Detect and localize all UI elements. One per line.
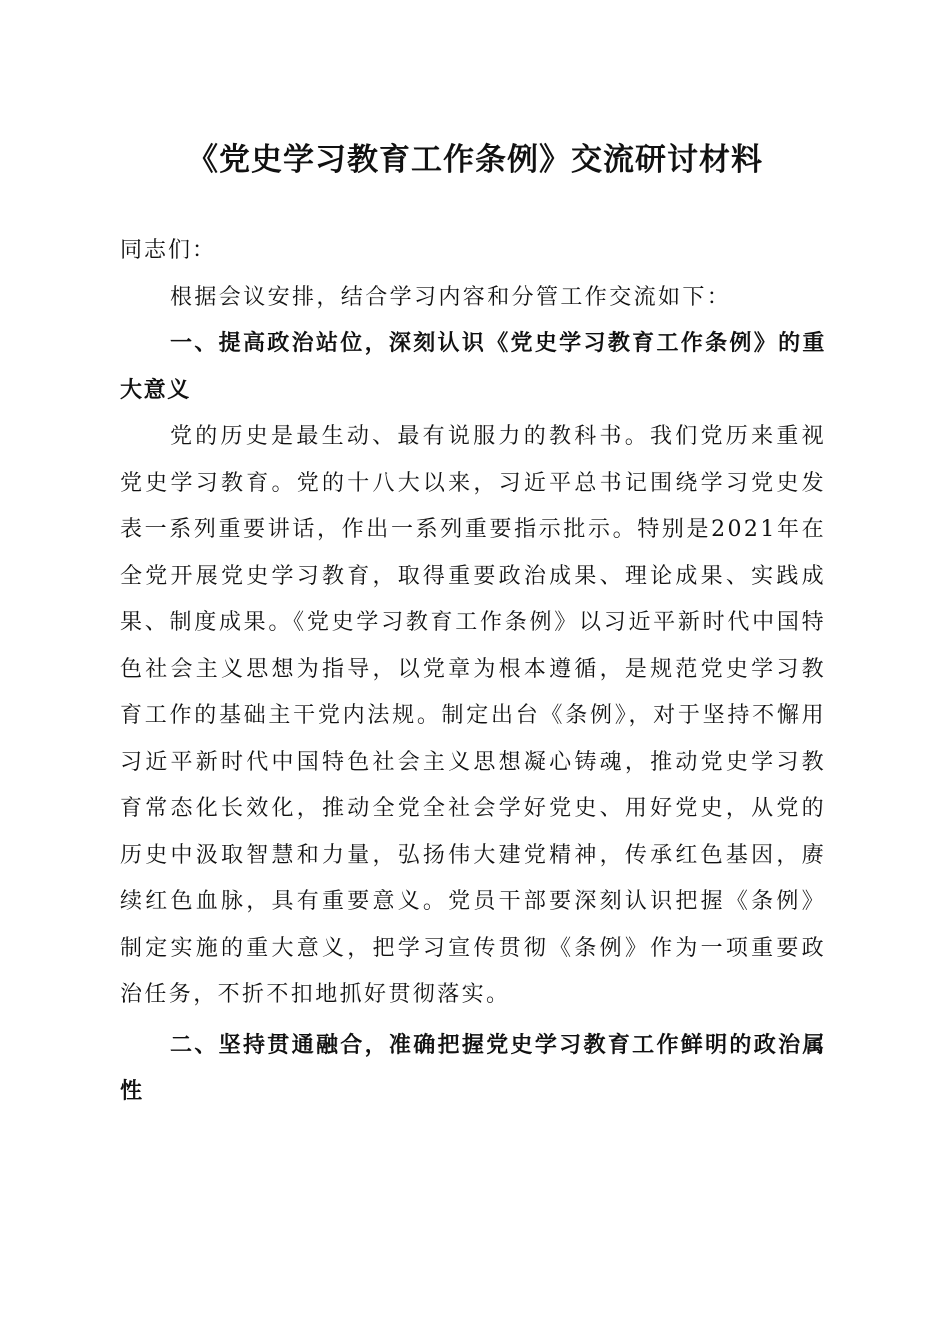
section-1-paragraph: 党的历史是最生动、最有说服力的教科书。我们党历来重视党史学习教育。党的十八大以来，习近平总书记围绕学习党史发表一系列重要讲话，作出一系列重要指示批示。特别是2021年在全党开展党史学习教育，取得重要政治成果、理论成果、实践成果、制度成果。《党史学习教育工作条例》以习近平新时代中国特色社会主义思想为指导，以党章为根本遵循，是规范党史学习教育工作的基础主干党内法规。制定出台《条例》，对于坚持不懈用习近平新时代中国特色社会主义思想凝心铸魂，推动党史学习教育常态化长效化，推动全党全社会学好党史、用好党史，从党的历史中汲取智慧和力量，弘扬伟大建党精神，传承红色基因，赓续红色血脉，具有重要意义。党员干部要深刻认识把握《条例》制定实施的重大意义，把学习宣传贯彻《条例》作为一项重要政治任务，不折不扣地抓好贯彻落实。	[120, 424, 826, 1007]
salutation: 同志们：	[120, 238, 217, 263]
section-1-heading: 一、提高政治站位，深刻认识《党史学习教育工作条例》的重大意义	[120, 331, 826, 403]
document-body	[120, 228, 826, 1116]
section-2-heading: 二、坚持贯通融合，准确把握党史学习教育工作鲜明的政治属性	[120, 1032, 826, 1104]
intro-paragraph: 根据会议安排，结合学习内容和分管工作交流如下：	[170, 284, 732, 310]
document-title: 《党史学习教育工作条例》交流研讨材料	[187, 142, 763, 178]
